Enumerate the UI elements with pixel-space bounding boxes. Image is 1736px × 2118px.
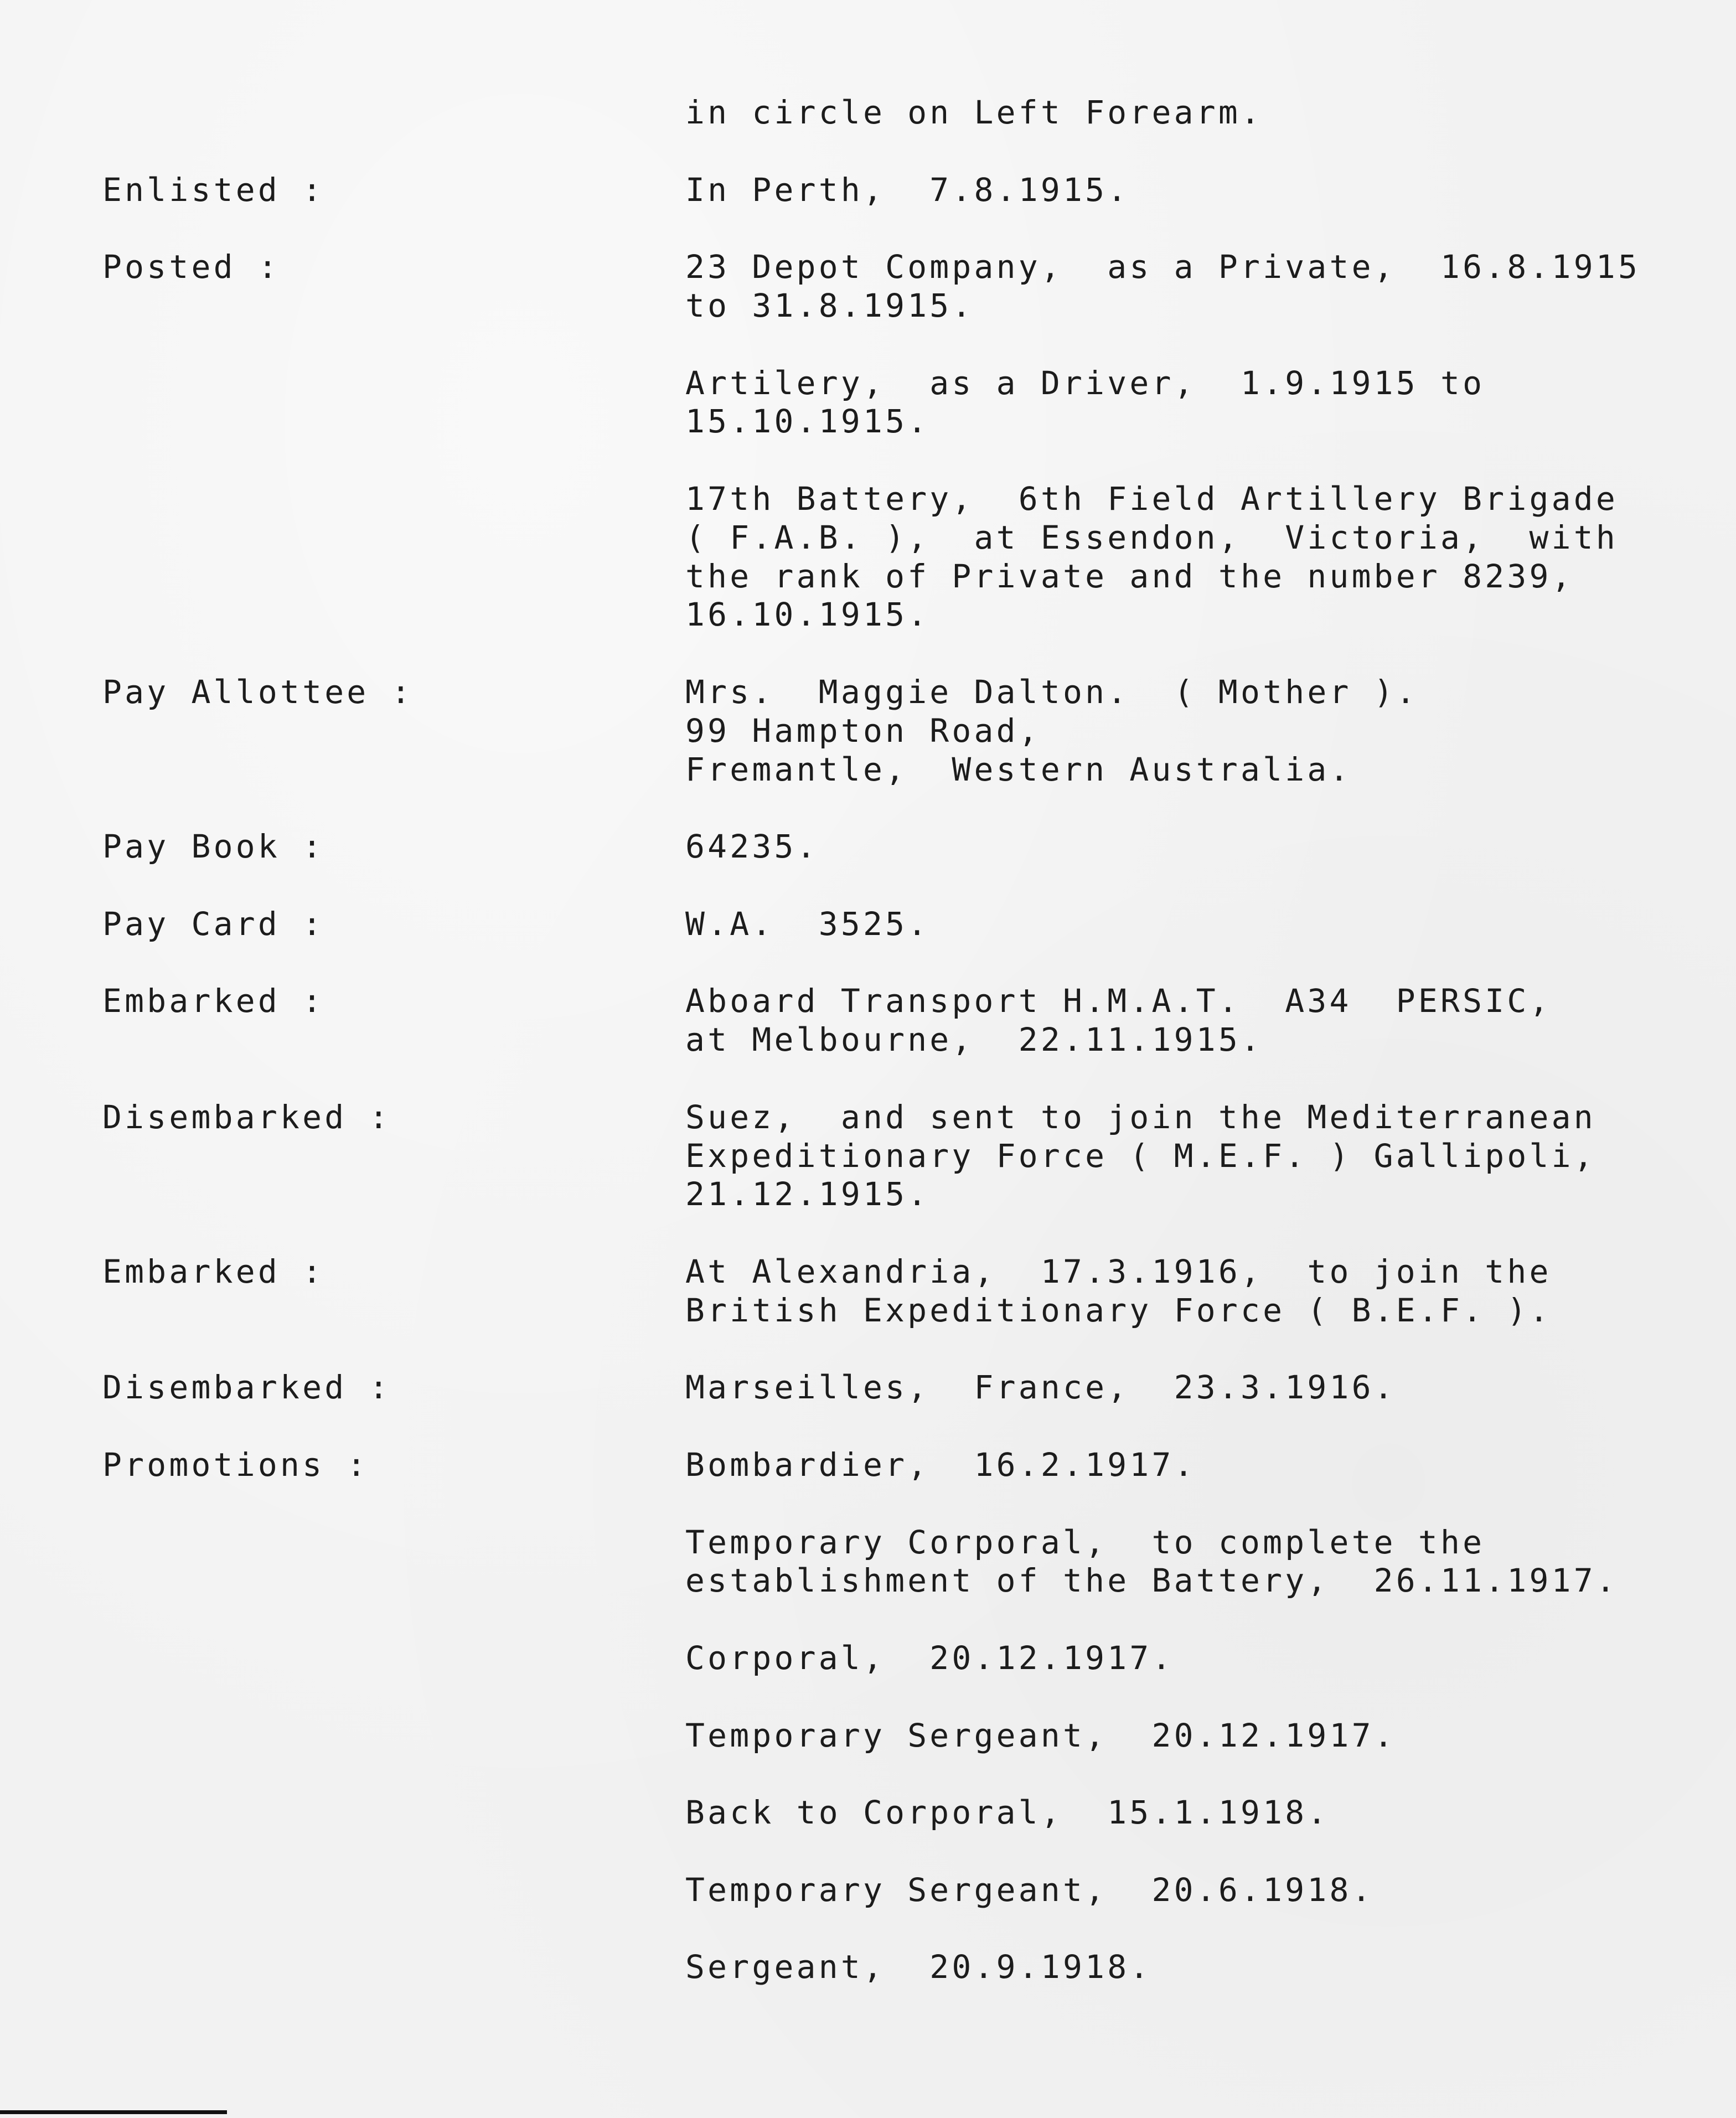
entry-value-line: ( F.A.B. ), at Essendon, Victoria, with — [685, 518, 1618, 556]
entry-value-line: at Melbourne, 22.11.1915. — [685, 1021, 1263, 1059]
entry-value-line: 17th Battery, 6th Field Artillery Brigade — [685, 480, 1618, 518]
entry-value-line: Temporary Sergeant, 20.12.1917. — [685, 1716, 1396, 1754]
entry-value-line: Expeditionary Force ( M.E.F. ) Gallipoli, — [685, 1137, 1596, 1175]
entry-value-line: Sergeant, 20.9.1918. — [685, 1948, 1152, 1986]
entry-value-line: Corporal, 20.12.1917. — [685, 1639, 1174, 1677]
entry-label: Embarked : — [102, 1253, 325, 1290]
entry-value-line: Bombardier, 16.2.1917. — [685, 1446, 1196, 1484]
entry-value-line: 64235. — [685, 828, 819, 866]
intro-line: in circle on Left Forearm. — [685, 94, 1263, 131]
entry-value-line: establishment of the Battery, 26.11.1917. — [685, 1562, 1618, 1600]
entry-value-line: Aboard Transport H.M.A.T. A34 PERSIC, — [685, 982, 1552, 1020]
entry-label: Enlisted : — [102, 171, 325, 209]
entry-value-line: Back to Corporal, 15.1.1918. — [685, 1794, 1330, 1832]
entry-label: Pay Card : — [102, 905, 325, 943]
entry-label: Pay Book : — [102, 828, 325, 866]
entry-value-line: In Perth, 7.8.1915. — [685, 171, 1130, 209]
entry-value-line: British Expeditionary Force ( B.E.F. ). — [685, 1291, 1552, 1329]
entry-value-line: W.A. 3525. — [685, 905, 930, 943]
entry-label: Pay Allottee : — [102, 673, 414, 711]
entry-value-line: Temporary Sergeant, 20.6.1918. — [685, 1871, 1374, 1909]
entry-value-line: Mrs. Maggie Dalton. ( Mother ). — [685, 673, 1418, 711]
entry-value-line: Artilery, as a Driver, 1.9.1915 to — [685, 364, 1485, 402]
bottom-rule — [0, 2110, 227, 2114]
entry-label: Disembarked : — [102, 1098, 391, 1136]
entry-value-line: At Alexandria, 17.3.1916, to join the — [685, 1253, 1552, 1290]
entry-value-line: 23 Depot Company, as a Private, 16.8.1915 — [685, 248, 1641, 286]
entry-value-line: the rank of Private and the number 8239, — [685, 557, 1574, 595]
entry-value-line: to 31.8.1915. — [685, 287, 974, 324]
entry-value-line: 16.10.1915. — [685, 596, 930, 634]
entry-label: Promotions : — [102, 1446, 369, 1484]
entry-value-line: 15.10.1915. — [685, 402, 930, 441]
entry-label: Disembarked : — [102, 1368, 391, 1407]
entry-label: Posted : — [102, 248, 280, 286]
entry-value-line: Marseilles, France, 23.3.1916. — [685, 1368, 1396, 1407]
entry-value-line: Temporary Corporal, to complete the — [685, 1523, 1485, 1561]
entry-value-line: 99 Hampton Road, — [685, 711, 1041, 750]
entry-value-line: 21.12.1915. — [685, 1175, 930, 1213]
entry-label: Embarked : — [102, 982, 325, 1020]
entry-value-line: Suez, and sent to join the Mediterranean — [685, 1098, 1596, 1136]
entry-value-line: Fremantle, Western Australia. — [685, 750, 1352, 788]
